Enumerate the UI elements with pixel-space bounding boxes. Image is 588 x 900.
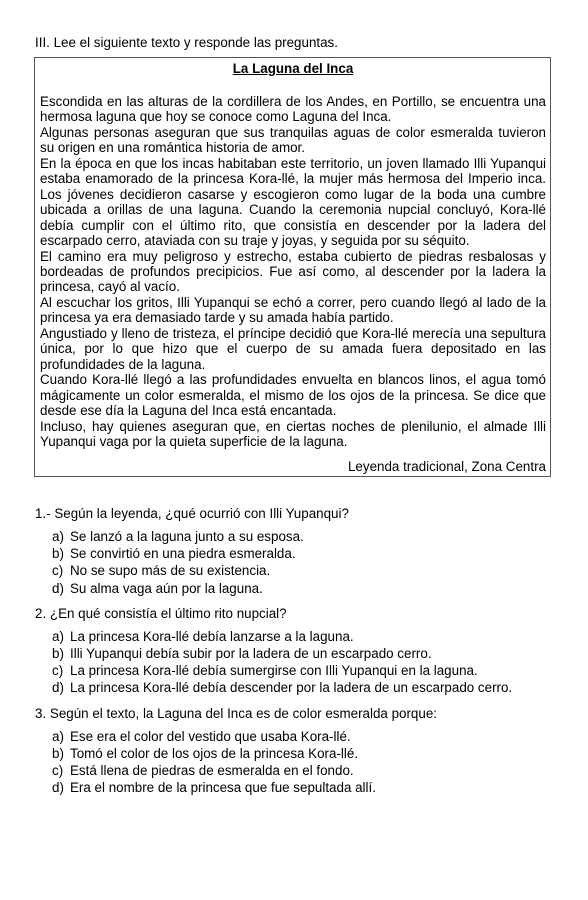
- option-text: Tomó el color de los ojos de la princesa Kora-llé.: [70, 745, 359, 761]
- answer-options: [35, 628, 555, 697]
- reading-passage-box: [34, 57, 551, 477]
- answer-option[interactable]: [52, 580, 555, 597]
- option-text: La princesa Kora-llé debía sumergirse con Illi Yupanqui en la laguna.: [70, 663, 478, 679]
- option-text: Su alma vaga aún por la laguna.: [70, 580, 263, 596]
- question-2: [35, 605, 555, 697]
- question-text: 3. Según el texto, la Laguna del Inca es de color esmeralda porque:: [35, 705, 437, 721]
- option-letter: c): [52, 663, 64, 679]
- reading-paragraph: Angustiado y lleno de tristeza, el príncipe decidió que Kora-llé merecía una sepultura única, por lo que hizo que el cuerpo de su amada fuera depositado en las profundidades de la laguna.: [40, 325, 546, 372]
- answer-option[interactable]: [52, 662, 555, 679]
- section-instruction: III. Lee el siguiente texto y responde las preguntas.: [35, 35, 338, 50]
- question-3: [35, 705, 555, 797]
- answer-option[interactable]: [52, 745, 555, 762]
- reading-paragraph: Al escuchar los gritos, Illi Yupanqui se echó a correr, pero cuando llegó al lado de la princesa ya era demasiado tarde y su amada había partido.: [40, 294, 546, 326]
- option-text: Illi Yupanqui debía subir por la ladera de un escarpado cerro.: [70, 646, 432, 662]
- question-text: 2. ¿En qué consistía el último rito nupcial?: [35, 605, 287, 621]
- answer-option[interactable]: [52, 528, 555, 545]
- reading-paragraph: Cuando Kora-llé llegó a las profundidades envuelta en blancos linos, el agua tomó mágicamente un color esmeralda, el mismo de los ojos de la princesa. Se dice que desde ese día la Laguna del Inca está encantada.: [40, 372, 546, 419]
- answer-option[interactable]: [52, 545, 555, 562]
- reading-title: La Laguna del Inca: [232, 61, 354, 76]
- reading-paragraph: El camino era muy peligroso y estrecho, estaba cubierto de piedras resbalosas y bordeadas de profundos precipicios. Fue así como, al descender por la ladera la princesa, cayó al vacío.: [40, 248, 546, 295]
- answer-option[interactable]: [52, 728, 555, 745]
- option-letter: b): [52, 546, 64, 562]
- option-letter: b): [52, 745, 64, 761]
- reading-body: [40, 94, 546, 449]
- answer-option[interactable]: [52, 628, 555, 645]
- option-text: La princesa Kora-llé debía lanzarse a la laguna.: [70, 628, 354, 644]
- option-text: Era el nombre de la princesa que fue sepultada allí.: [70, 780, 376, 796]
- option-letter: a): [52, 628, 64, 644]
- option-letter: d): [52, 780, 64, 796]
- option-letter: b): [52, 646, 64, 662]
- option-letter: c): [52, 763, 64, 779]
- option-text: Se lanzó a la laguna junto a su esposa.: [70, 529, 304, 544]
- answer-option[interactable]: [52, 562, 555, 579]
- option-text: Se convirtió en una piedra esmeralda.: [70, 546, 296, 562]
- option-letter: d): [52, 580, 64, 596]
- option-letter: d): [52, 680, 64, 696]
- answer-options: [35, 728, 555, 797]
- option-letter: a): [52, 728, 64, 744]
- option-text: Está llena de piedras de esmeralda en el fondo.: [70, 763, 354, 779]
- option-letter: c): [52, 563, 64, 579]
- reading-paragraph: Escondida en las alturas de la cordillera de los Andes, en Portillo, se encuentra una hermosa laguna que hoy se conoce como Laguna del Inca.: [40, 94, 546, 125]
- answer-option[interactable]: [52, 762, 555, 779]
- answer-option[interactable]: [52, 779, 555, 796]
- option-text: Ese era el color del vestido que usaba Kora-llé.: [70, 728, 351, 744]
- question-text: 1.- Según la leyenda, ¿qué ocurrió con Illi Yupanqui?: [35, 506, 349, 521]
- answer-option[interactable]: [52, 645, 555, 662]
- reading-source: Leyenda tradicional, Zona Centra: [347, 459, 546, 474]
- answer-options: [35, 528, 555, 597]
- question-1: [35, 505, 555, 597]
- reading-paragraph: Algunas personas aseguran que sus tranquilas aguas de color esmeralda tuvieron su origen en una romántica historia de amor.: [40, 124, 546, 156]
- reading-paragraph: En la época en que los incas habitaban este territorio, un joven llamado Illi Yupanqui estaba enamorado de la princesa Kora-llé, la mujer más hermosa del Imperio inca. Los jóvenes decidieron casarse y escogieron como lugar de la boda una cumbre ubicada a orillas de una laguna. Cuando la ceremonia nupcial concluyó, Kora-llé debía cumplir con el último rito, que consistía en descender por la ladera del escarpado cerro, ataviada con su traje y joyas, y seguida por su séquito.: [40, 155, 546, 249]
- option-text: No se supo más de su existencia.: [70, 563, 271, 579]
- reading-paragraph: Incluso, hay quienes aseguran que, en ciertas noches de plenilunio, el almade Illi Yupanqui vaga por la quieta superficie de la laguna.: [40, 418, 546, 449]
- option-letter: a): [52, 529, 64, 544]
- option-text: La princesa Kora-llé debía descender por la ladera de un escarpado cerro.: [70, 680, 513, 696]
- questions-section: [35, 505, 555, 804]
- answer-option[interactable]: [52, 679, 555, 696]
